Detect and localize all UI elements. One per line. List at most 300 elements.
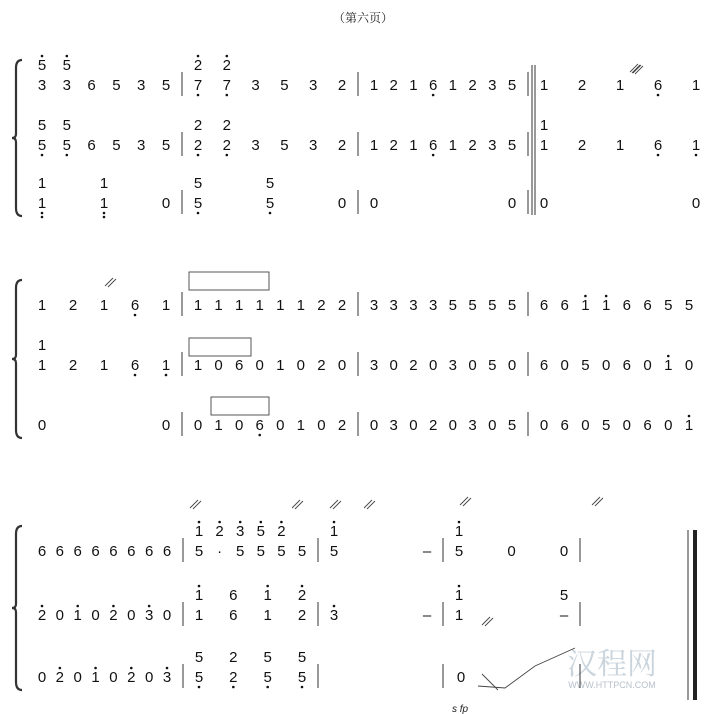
jianpu-note: 0 (369, 417, 379, 434)
jianpu-note: 6 (653, 77, 663, 94)
jianpu-note: 1 (99, 175, 109, 192)
jianpu-note: 0 (317, 417, 326, 434)
jianpu-note: 0 (539, 417, 549, 434)
jianpu-note: 3 (309, 77, 318, 94)
jianpu-note: 0 (581, 417, 590, 434)
jianpu-note: 6 (91, 543, 100, 560)
jianpu-note: 6 (653, 137, 663, 154)
jianpu-note: 2 (468, 137, 477, 154)
jianpu-note: 3 (329, 607, 339, 624)
jianpu-note: 3 (309, 137, 318, 154)
jianpu-note: 0 (559, 543, 569, 560)
jianpu-note: 5 (263, 669, 272, 686)
tremolo-slash (193, 501, 201, 509)
jianpu-note: 5 (297, 669, 307, 686)
jianpu-note: 5 (297, 649, 307, 666)
jianpu-note: 1 (409, 77, 418, 94)
jianpu-note: 6 (130, 297, 140, 314)
jianpu-note: 5 (448, 297, 458, 314)
jianpu-note: 1 (234, 297, 244, 314)
octave-dot-low (103, 216, 106, 219)
octave-dot-low (301, 686, 304, 689)
jianpu-note: 5 (62, 57, 71, 74)
jianpu-note: 6 (560, 297, 569, 314)
octave-dot-high (688, 415, 691, 418)
jianpu-note: 1 (276, 297, 285, 314)
jianpu-note: 1 (276, 357, 285, 374)
jianpu-note: 2 (297, 607, 307, 624)
jianpu-note: 3 (448, 357, 458, 374)
jianpu-note: 6 (127, 543, 136, 560)
tremolo-slash (463, 498, 471, 506)
octave-dot-high (130, 667, 133, 670)
jianpu-note: – (422, 543, 432, 560)
jianpu-note: 1 (161, 357, 171, 374)
jianpu-note: 1 (194, 587, 204, 604)
jianpu-note: 5 (194, 669, 204, 686)
jianpu-note: 0 (337, 195, 347, 212)
jianpu-note: 3 (251, 77, 260, 94)
jianpu-note: 0 (507, 543, 516, 560)
octave-dot-high (198, 521, 201, 524)
jianpu-note: 2 (277, 523, 286, 540)
octave-dot-low (657, 154, 660, 157)
jianpu-note: 2 (389, 77, 398, 94)
octave-dot-high (218, 521, 221, 524)
tremolo-slash (485, 618, 493, 626)
octave-dot-low (269, 212, 272, 215)
octave-dot-high (458, 585, 461, 588)
jianpu-note: 6 (643, 297, 652, 314)
jianpu-note: 2 (317, 357, 326, 374)
tremolo-box (189, 338, 251, 356)
jianpu-note: 0 (468, 357, 477, 374)
jianpu-note: 6 (229, 587, 238, 604)
jianpu-note: 2 (222, 57, 231, 74)
jianpu-note: 5 (194, 543, 204, 560)
jianpu-note: 5 (684, 297, 694, 314)
jianpu-note: 0 (214, 357, 223, 374)
jianpu-note: 6 (428, 77, 438, 94)
jianpu-note: – (559, 607, 569, 624)
jianpu-note: 2 (428, 417, 438, 434)
jianpu-note: 3 (137, 137, 146, 154)
jianpu-note: 1 (369, 77, 379, 94)
jianpu-note: 1 (37, 195, 47, 212)
octave-dot-high (280, 521, 283, 524)
jianpu-note: 5 (112, 137, 121, 154)
jianpu-note: 7 (193, 77, 203, 94)
jianpu-note: 5 (488, 297, 497, 314)
jianpu-note: 2 (577, 137, 587, 154)
jianpu-note: 5 (256, 543, 265, 560)
jianpu-note: 5 (507, 297, 517, 314)
tremolo-slash (295, 501, 303, 509)
jianpu-note: 1 (99, 357, 109, 374)
jianpu-note: 1 (615, 137, 625, 154)
tremolo-slash (460, 497, 468, 505)
jianpu-note: 5 (265, 175, 275, 192)
jianpu-note: 0 (369, 195, 379, 212)
jianpu-note: 1 (37, 175, 47, 192)
jianpu-note: 2 (297, 587, 307, 604)
octave-dot-low (198, 686, 201, 689)
tremolo-slash (292, 500, 300, 508)
jianpu-note: 5 (280, 137, 289, 154)
jianpu-note: 1 (194, 523, 204, 540)
jianpu-note: 1 (37, 337, 47, 354)
jianpu-note: 1 (369, 137, 379, 154)
jianpu-note: 5 (601, 417, 611, 434)
jianpu-note: 0 (37, 417, 47, 434)
octave-dot-low (197, 94, 200, 97)
jianpu-note: 1 (454, 607, 464, 624)
octave-dot-low (41, 216, 44, 219)
jianpu-note: 2 (317, 297, 326, 314)
jianpu-note: 2 (68, 357, 78, 374)
jianpu-note: 5 (507, 77, 517, 94)
jianpu-note: 1 (91, 669, 100, 686)
jianpu-note: 1 (581, 297, 590, 314)
octave-dot-high (239, 521, 242, 524)
octave-dot-high (266, 585, 269, 588)
jianpu-note: 2 (468, 77, 477, 94)
jianpu-note: 6 (87, 137, 96, 154)
octave-dot-high (41, 55, 44, 58)
jianpu-note: 5 (236, 543, 245, 560)
jianpu-note: 6 (622, 297, 632, 314)
jianpu-note: 6 (87, 77, 96, 94)
octave-dot-low (226, 154, 229, 157)
jianpu-note: 2 (389, 137, 398, 154)
octave-dot-high (333, 521, 336, 524)
jianpu-note: 5 (37, 137, 47, 154)
jianpu-note: 0 (234, 417, 244, 434)
octave-dot-low (657, 94, 660, 97)
jianpu-note: 1 (448, 137, 458, 154)
jianpu-note: 0 (127, 607, 136, 624)
jianpu-note: 5 (329, 543, 339, 560)
tremolo-slash (105, 278, 113, 286)
glissando-line (478, 648, 575, 688)
jianpu-note: 5 (507, 417, 517, 434)
octave-dot-high (66, 55, 69, 58)
jianpu-note: 1 (539, 77, 549, 94)
jianpu-note: 0 (684, 357, 694, 374)
octave-dot-low (41, 212, 44, 215)
octave-dot-low (432, 94, 435, 97)
jianpu-note: 2 (127, 669, 136, 686)
jianpu-note: 2 (409, 357, 418, 374)
jianpu-note: 3 (369, 297, 379, 314)
jianpu-note: 2 (577, 77, 587, 94)
jianpu-note: 6 (622, 357, 632, 374)
jianpu-note: 3 (428, 297, 438, 314)
tremolo-slash (330, 500, 338, 508)
final-bar-thick (693, 530, 697, 700)
jianpu-note: 3 (137, 77, 146, 94)
jianpu-note: 6 (37, 543, 47, 560)
jianpu-note: 5 (664, 297, 673, 314)
octave-dot-high (260, 521, 263, 524)
jianpu-note: 0 (255, 357, 264, 374)
jianpu-note: 6 (255, 417, 264, 434)
jianpu-note: 5 (581, 357, 590, 374)
jianpu-note: 1 (684, 417, 694, 434)
jianpu-note: 0 (622, 417, 632, 434)
jianpu-note: 3 (488, 77, 497, 94)
jianpu-note: 5 (161, 137, 171, 154)
octave-dot-high (197, 55, 200, 58)
tremolo-slash (364, 500, 372, 508)
jianpu-note: 2 (229, 649, 238, 666)
octave-dot-high (667, 355, 670, 358)
jianpu-note: 5 (277, 543, 286, 560)
jianpu-note: 2 (222, 137, 231, 154)
music-notation (12, 55, 700, 700)
tremolo-slash (333, 501, 341, 509)
jianpu-note: 6 (55, 543, 65, 560)
octave-dot-high (198, 585, 201, 588)
jianpu-note: 0 (643, 357, 652, 374)
jianpu-note: 2 (337, 417, 347, 434)
jianpu-note: 2 (337, 77, 347, 94)
octave-dot-high (59, 667, 62, 670)
jianpu-note: 3 (389, 417, 398, 434)
octave-dot-high (458, 521, 461, 524)
octave-dot-high (226, 55, 229, 58)
jianpu-note: 1 (615, 77, 625, 94)
jianpu-note: 5 (559, 587, 569, 604)
jianpu-note: 0 (193, 417, 203, 434)
jianpu-note: 6 (560, 417, 569, 434)
octave-dot-high (94, 667, 97, 670)
octave-dot-low (103, 212, 106, 215)
system-brace (12, 526, 22, 690)
jianpu-note: 5 (263, 649, 272, 666)
octave-dot-low (165, 374, 168, 377)
jianpu-note: 1 (99, 195, 109, 212)
jianpu-note: 1 (409, 137, 418, 154)
jianpu-note: 1 (539, 137, 549, 154)
jianpu-note: 7 (222, 77, 231, 94)
jianpu-note: 0 (488, 417, 497, 434)
jianpu-note: 2 (337, 297, 347, 314)
jianpu-note: 0 (507, 195, 517, 212)
jianpu-note: 1 (691, 137, 701, 154)
octave-dot-high (112, 605, 115, 608)
jianpu-note: 2 (37, 607, 47, 624)
jianpu-note: 0 (109, 669, 118, 686)
tremolo-slash (108, 279, 116, 287)
octave-dot-high (301, 585, 304, 588)
jianpu-note: 1 (448, 77, 458, 94)
jianpu-note: 1 (37, 297, 47, 314)
jianpu-note: 0 (389, 357, 398, 374)
jianpu-note: 6 (73, 543, 82, 560)
jianpu-note: 0 (276, 417, 285, 434)
jianpu-note: 0 (296, 357, 306, 374)
octave-dot-high (166, 667, 169, 670)
jianpu-note: 6 (643, 417, 652, 434)
jianpu-note: 1 (263, 587, 272, 604)
jianpu-note: 6 (162, 543, 172, 560)
jianpu-note: 1 (539, 117, 549, 134)
jianpu-note: 5 (280, 77, 289, 94)
jianpu-note: 1 (255, 297, 264, 314)
octave-dot-low (232, 686, 235, 689)
tremolo-slash (595, 498, 603, 506)
jianpu-note: 6 (144, 543, 154, 560)
jianpu-note: 5 (37, 117, 47, 134)
jianpu-note: 5 (507, 137, 517, 154)
octave-dot-low (226, 94, 229, 97)
tremolo-slash (592, 497, 600, 505)
jianpu-note: 1 (296, 417, 306, 434)
jianpu-note: 0 (456, 669, 466, 686)
octave-dot-high (584, 295, 587, 298)
jianpu-note: 3 (236, 523, 245, 540)
jianpu-note: 1 (193, 297, 203, 314)
jianpu-note: 3 (62, 77, 71, 94)
jianpu-note: 0 (73, 669, 82, 686)
jianpu-note: 1 (454, 523, 464, 540)
glissando-line (482, 674, 498, 690)
jianpu-note: 5 (194, 649, 204, 666)
jianpu-note: 5 (62, 117, 71, 134)
jianpu-note: 2 (229, 669, 238, 686)
jianpu-note: 0 (560, 357, 569, 374)
jianpu-note: 6 (130, 357, 140, 374)
jianpu-note: 0 (91, 607, 100, 624)
jianpu-note: 5 (161, 77, 171, 94)
jianpu-note: 2 (193, 57, 203, 74)
watermark-brand: 汉程网 (567, 648, 657, 681)
octave-dot-low (197, 154, 200, 157)
jianpu-note: – (422, 607, 432, 624)
jianpu-note: 6 (539, 357, 549, 374)
jianpu-note: 0 (162, 607, 172, 624)
page-header: （第六页） (332, 11, 394, 25)
tremolo-slash (190, 500, 198, 508)
jianpu-note: 3 (389, 297, 398, 314)
jianpu-note: 3 (162, 669, 172, 686)
jianpu-note: 5 (265, 195, 275, 212)
jianpu-note: 0 (37, 669, 47, 686)
jianpu-note: 1 (329, 523, 339, 540)
jianpu-note: 2 (215, 523, 224, 540)
jianpu-note: 0 (161, 195, 171, 212)
jianpu-note: 0 (144, 669, 154, 686)
jianpu-note: 2 (55, 669, 65, 686)
octave-dot-high (605, 295, 608, 298)
octave-dot-low (695, 154, 698, 157)
jianpu-note: 0 (55, 607, 65, 624)
jianpu-note: 1 (691, 77, 701, 94)
jianpu-note: 6 (109, 543, 118, 560)
octave-dot-high (41, 605, 44, 608)
jianpu-note: 1 (73, 607, 82, 624)
jianpu-note: 5 (112, 77, 121, 94)
octave-dot-high (148, 605, 151, 608)
jianpu-note: 5 (193, 195, 203, 212)
jianpu-note: 0 (161, 417, 171, 434)
jianpu-note: 5 (297, 543, 307, 560)
octave-dot-low (66, 154, 69, 157)
octave-dot-low (432, 154, 435, 157)
jianpu-note: 5 (468, 297, 477, 314)
jianpu-note: 5 (454, 543, 464, 560)
system-brace (12, 60, 22, 216)
watermark-url: WWW.HTTPCN.COM (568, 680, 656, 690)
system-brace (12, 280, 22, 438)
jianpu-note: 1 (263, 607, 272, 624)
jianpu-note: 1 (99, 297, 109, 314)
octave-dot-low (197, 212, 200, 215)
octave-dot-low (134, 374, 137, 377)
jianpu-note: 1 (37, 357, 47, 374)
jianpu-note: 1 (296, 297, 306, 314)
jianpu-note: 0 (664, 417, 673, 434)
jianpu-note: 2 (222, 117, 231, 134)
jianpu-note: 0 (448, 417, 458, 434)
jianpu-note: 1 (601, 297, 611, 314)
jianpu-note: 1 (193, 357, 203, 374)
tremolo-box (189, 272, 269, 290)
octave-dot-high (333, 605, 336, 608)
jianpu-note: 5 (193, 175, 203, 192)
octave-dot-low (134, 314, 137, 317)
jianpu-note: 0 (539, 195, 549, 212)
jianpu-note: 1 (454, 587, 464, 604)
jianpu-note: · (217, 543, 223, 560)
jianpu-note: 2 (337, 137, 347, 154)
octave-dot-high (76, 605, 79, 608)
jianpu-note: 6 (229, 607, 238, 624)
jianpu-note: 3 (409, 297, 418, 314)
octave-dot-low (266, 686, 269, 689)
jianpu-note: 3 (468, 417, 477, 434)
jianpu-note: 2 (68, 297, 78, 314)
octave-dot-low (258, 434, 261, 437)
tremolo-box (211, 397, 269, 415)
jianpu-note: 3 (251, 137, 260, 154)
jianpu-note: 1 (194, 607, 204, 624)
jianpu-note: 1 (214, 297, 223, 314)
jianpu-note: 2 (109, 607, 118, 624)
jianpu-note: 5 (488, 357, 497, 374)
tremolo-slash (367, 501, 375, 509)
jianpu-note: 0 (691, 195, 701, 212)
octave-dot-low (41, 154, 44, 157)
jianpu-note: 6 (539, 297, 549, 314)
jianpu-note: 2 (193, 117, 203, 134)
jianpu-note: 2 (193, 137, 203, 154)
jianpu-note: 6 (234, 357, 244, 374)
jianpu-note: 3 (144, 607, 154, 624)
jianpu-note: 5 (37, 57, 47, 74)
jianpu-note: 0 (601, 357, 611, 374)
jianpu-note: 1 (214, 417, 223, 434)
jianpu-note: 3 (369, 357, 379, 374)
jianpu-note: 6 (428, 137, 438, 154)
jianpu-note: 0 (507, 357, 517, 374)
jianpu-note: 3 (37, 77, 47, 94)
jianpu-note: 1 (161, 297, 171, 314)
jianpu-note: 3 (488, 137, 497, 154)
jianpu-note: 5 (256, 523, 265, 540)
jianpu-note: 0 (337, 357, 347, 374)
